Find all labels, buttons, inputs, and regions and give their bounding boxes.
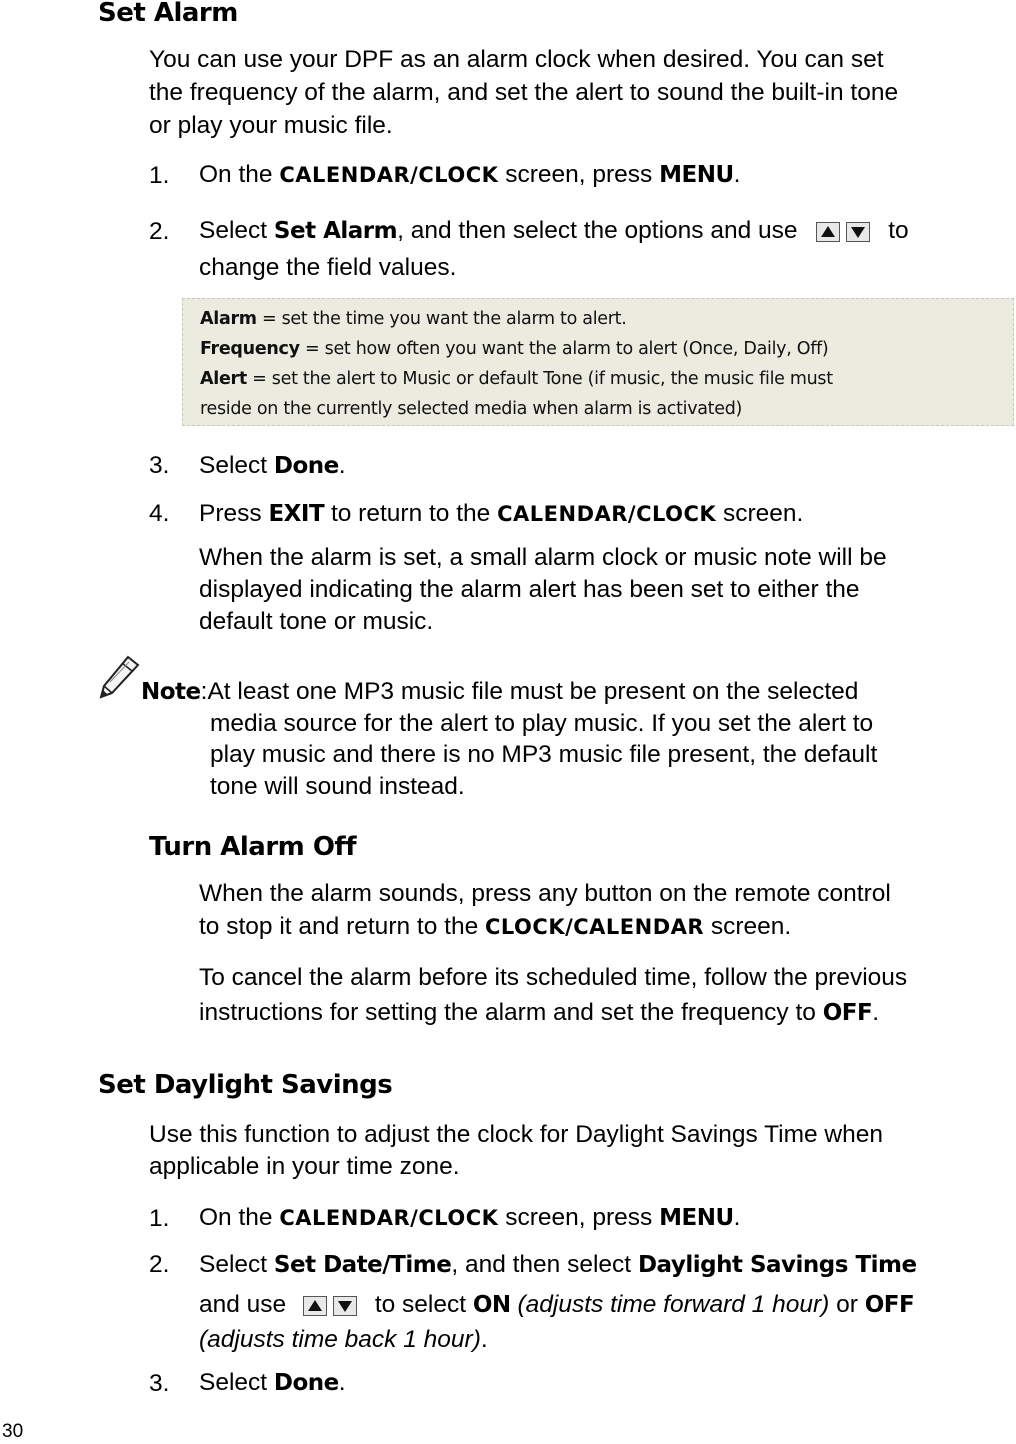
- intro-line-2: the frequency of the alarm, and set the alert to sound the built-in tone: [149, 79, 899, 106]
- arrow-down-icon: [846, 222, 870, 242]
- option-alert-continued: reside on the currently selected media when alarm is activated): [200, 399, 743, 419]
- step-4-detail-line-2: displayed indicating the alarm alert has been set to either the: [199, 576, 860, 603]
- options-box: [182, 298, 1014, 426]
- daylight-intro-line-2: applicable in your time zone.: [149, 1153, 460, 1180]
- step-number: 2.: [149, 1251, 170, 1278]
- option-alarm: Alarm = set the time you want the alarm to alert.: [200, 309, 627, 329]
- pencil-icon: [98, 654, 142, 700]
- alarm-step-4: Press EXIT to return to the CALENDAR/CLOCK screen.: [199, 500, 804, 527]
- step-number: 1.: [149, 1205, 170, 1232]
- section-heading-daylight-savings: Set Daylight Savings: [98, 1070, 393, 1100]
- daylight-step-2-line-2: and use to select ON (adjusts time forward 1 hour) or OFF: [199, 1291, 915, 1318]
- step-number: 2.: [149, 218, 170, 245]
- intro-line-1: You can use your DPF as an alarm clock when desired. You can set: [149, 46, 884, 73]
- daylight-step-2: Select Set Date/Time, and then select Daylight Savings Time: [199, 1251, 917, 1278]
- step-number: 3.: [149, 452, 170, 479]
- daylight-step-1: On the CALENDAR/CLOCK screen, press MENU.: [199, 1204, 741, 1231]
- alarm-step-2-line-2: change the field values.: [199, 254, 457, 281]
- section-heading-set-alarm: Set Alarm: [98, 0, 238, 28]
- note-line-3: play music and there is no MP3 music file present, the default: [210, 741, 878, 768]
- arrow-down-icon: [333, 1296, 357, 1316]
- step-number: 3.: [149, 1370, 170, 1397]
- option-alert: Alert = set the alert to Music or default Tone (if music, the music file must: [200, 369, 833, 389]
- alarm-step-3: Select Done.: [199, 452, 346, 479]
- intro-line-3: or play your music file.: [149, 112, 393, 139]
- daylight-step-2-line-3: (adjusts time back 1 hour).: [199, 1326, 488, 1353]
- note-line-4: tone will sound instead.: [210, 773, 465, 800]
- daylight-step-3: Select Done.: [199, 1369, 346, 1396]
- page-number: 30: [2, 1421, 24, 1442]
- arrow-up-icon: [816, 222, 840, 242]
- alarm-off-line-2: to stop it and return to the CLOCK/CALENDAR screen.: [199, 913, 792, 940]
- step-number: 4.: [149, 500, 170, 527]
- alarm-step-1: On the CALENDAR/CLOCK screen, press MENU.: [199, 161, 741, 188]
- alarm-off-line-1: When the alarm sounds, press any button on the remote control: [199, 880, 891, 907]
- note-line-1: Note:At least one MP3 music file must be present on the selected: [141, 678, 859, 705]
- alarm-step-2: Select Set Alarm, and then select the options and use to: [199, 217, 909, 244]
- cancel-line-2: instructions for setting the alarm and set the frequency to OFF.: [199, 999, 880, 1026]
- note-line-2: media source for the alert to play music. If you set the alert to: [210, 710, 874, 737]
- option-frequency: Frequency = set how often you want the alarm to alert (Once, Daily, Off): [200, 339, 829, 359]
- step-4-detail-line-1: When the alarm is set, a small alarm clock or music note will be: [199, 544, 887, 571]
- step-number: 1.: [149, 162, 170, 189]
- cancel-line-1: To cancel the alarm before its scheduled time, follow the previous: [199, 964, 908, 991]
- daylight-intro-line-1: Use this function to adjust the clock for Daylight Savings Time when: [149, 1121, 883, 1148]
- step-4-detail-line-3: default tone or music.: [199, 608, 434, 635]
- section-heading-turn-alarm-off: Turn Alarm Off: [149, 832, 357, 862]
- arrow-up-icon: [303, 1296, 327, 1316]
- note-label: Note: [141, 679, 201, 705]
